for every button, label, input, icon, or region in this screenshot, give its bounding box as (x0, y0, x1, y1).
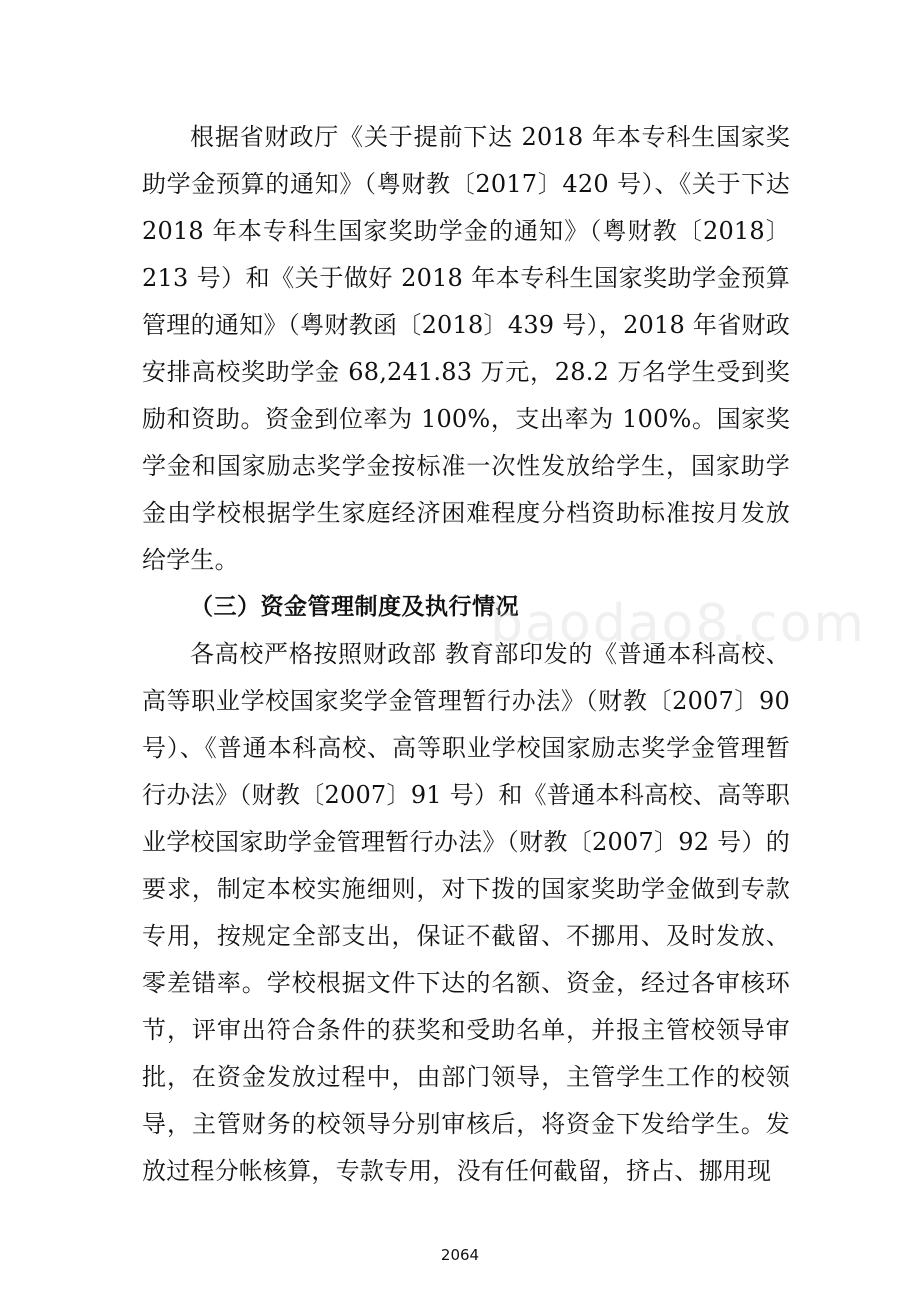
section-heading: （三）资金管理制度及执行情况 (190, 594, 519, 620)
document-body (142, 114, 790, 1195)
paragraph-management-system: 各高校严格按照财政部 教育部印发的《普通本科高校、高等职业学校国家奖学金管理暂行办法》（财教〔2007〕90 号）、《普通本科高校、高等职业学校国家励志奖学金管理暂行办法》（财教〔2007〕91 号）和《普通本科高校、高等职业学校国家助学金管理暂行办法》（财教〔2007〕92 号）的要求，制定本校实施细则，对下拨的国家奖助学金做到专款专用，按规定全部支出，保证不截留、不挪用、及时发放、零差错率。学校根据文件下达的名额、资金，经过各审核环节，评审出符合条件的获奖和受助名单，并报主管校领导审批，在资金发放过程中，由部门领导，主管学生工作的校领导，主管财务的校领导分别审核后，将资金下发给学生。发放过程分帐核算，专款专用，没有任何截留，挤占、挪用现 (142, 640, 790, 1185)
paragraph-funding-overview: 根据省财政厅《关于提前下达 2018 年本专科生国家奖助学金预算的通知》（粤财教〔2017〕420 号）、《关于下达 2018 年本专科生国家奖助学金的通知》（粤财教〔2018〕213 号）和《关于做好 2018 年本专科生国家奖助学金预算管理的通知》（粤财教函〔2018〕439 号），2018 年省财政安排高校奖助学金 68,241.83 万元，28.2 万名学生受到奖励和资助。资金到位率为 100%，支出率为 100%。国家奖学金和国家励志奖学金按标准一次性发放给学生，国家助学金由学校根据学生家庭经济困难程度分档资助标准按月发放给学生。 (142, 123, 790, 574)
watermark-text: baodao8.com (490, 594, 867, 654)
page-number: 2064 (440, 1246, 480, 1264)
